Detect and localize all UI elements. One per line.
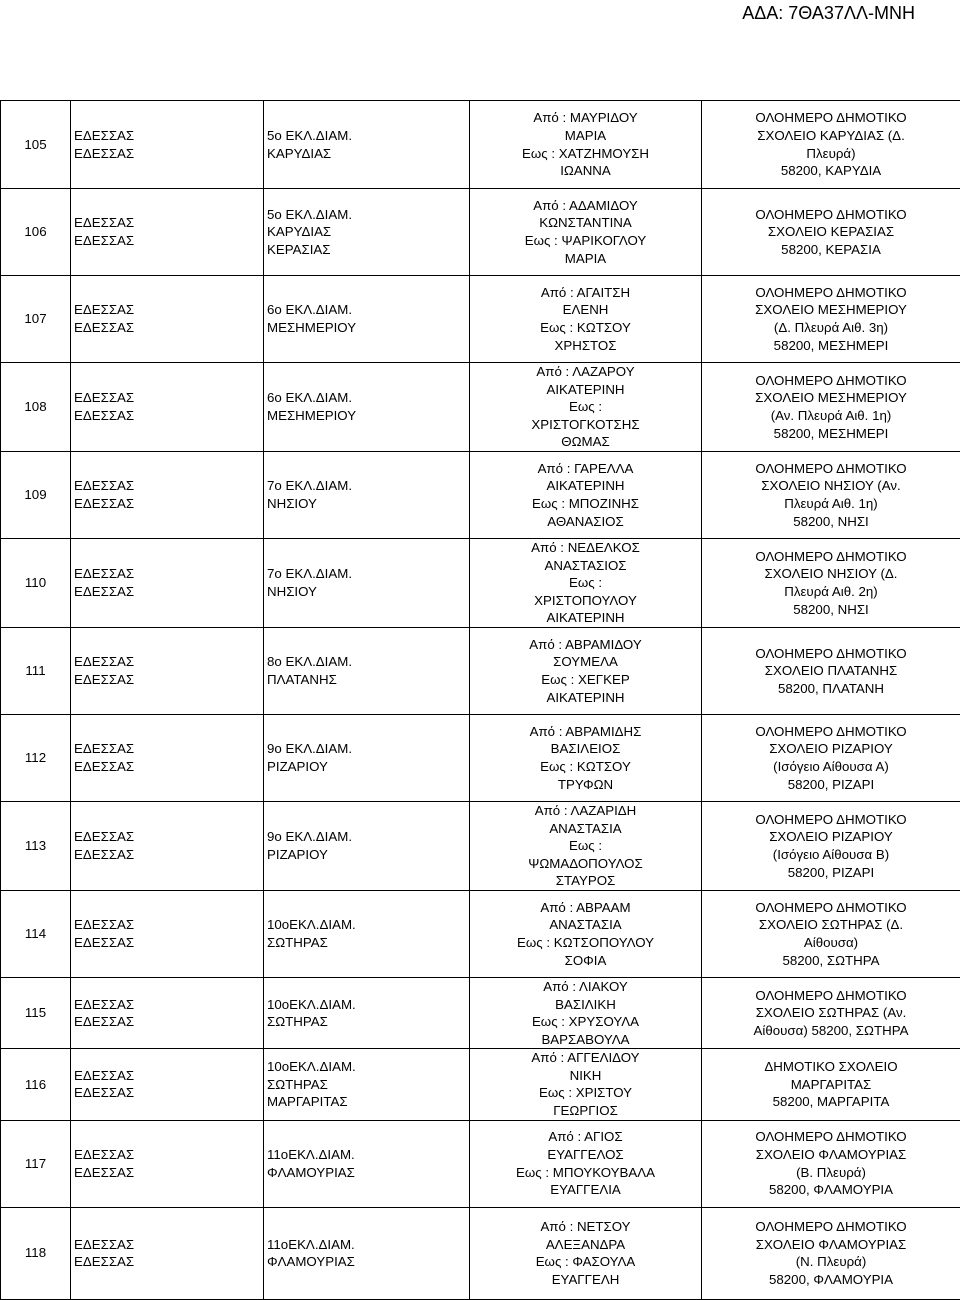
school-address-line: Πλευρά Αιθ. 1η) xyxy=(705,495,957,513)
municipality-cell xyxy=(71,451,264,538)
school-address-cell xyxy=(702,890,960,977)
name-range-line: ΚΩΝΣΤΑΝΤΙΝΑ xyxy=(473,214,698,232)
name-range-line: ΨΩΜΑΔΟΠΟΥΛΟΣ xyxy=(473,855,698,873)
name-range-line: ΑΝΑΣΤΑΣΙΑ xyxy=(473,916,698,934)
electoral-unit-line: 9ο ΕΚΛ.ΔΙΑΜ. xyxy=(267,740,466,758)
name-range-line: Εως : ΨΑΡΙΚΟΓΛΟΥ xyxy=(473,232,698,250)
electoral-unit-line: ΜΕΣΗΜΕΡΙΟΥ xyxy=(267,319,466,337)
electoral-unit-line: 6ο ΕΚΛ.ΔΙΑΜ. xyxy=(267,301,466,319)
row-number: 114 xyxy=(1,890,71,977)
table-row xyxy=(1,538,960,627)
school-address-line: Πλευρά) xyxy=(705,145,957,163)
name-range-cell xyxy=(470,1120,702,1207)
ada-header: ΑΔΑ: 7ΘΑ37ΛΛ-ΜΝΗ xyxy=(742,2,915,24)
school-address-line: Πλευρά Αιθ. 2η) xyxy=(705,583,957,601)
electoral-unit-line: ΡΙΖΑΡΙΟΥ xyxy=(267,758,466,776)
electoral-unit-line: ΚΑΡΥΔΙΑΣ xyxy=(267,145,466,163)
school-address-line: ΟΛΟΗΜΕΡΟ ΔΗΜΟΤΙΚΟ xyxy=(705,372,957,390)
school-address-line: 58200, ΦΛΑΜΟΥΡΙΑ xyxy=(705,1271,957,1289)
school-address-cell xyxy=(702,451,960,538)
school-address-line: (Ισόγειο Αίθουσα Β) xyxy=(705,846,957,864)
table-body xyxy=(1,101,960,1300)
electoral-unit-line: ΝΗΣΙΟΥ xyxy=(267,583,466,601)
school-address-cell xyxy=(702,714,960,801)
school-address-line: (Ν. Πλευρά) xyxy=(705,1253,957,1271)
school-address-line: ΟΛΟΗΜΕΡΟ ΔΗΜΟΤΙΚΟ xyxy=(705,987,957,1005)
school-address-cell xyxy=(702,538,960,627)
school-address-line: ΟΛΟΗΜΕΡΟ ΔΗΜΟΤΙΚΟ xyxy=(705,109,957,127)
name-range-line: Από : ΛΑΖΑΡΟΥ xyxy=(473,363,698,381)
name-range-line: ΧΡΙΣΤΟΠΟΥΛΟΥ xyxy=(473,592,698,610)
electoral-unit-cell xyxy=(264,890,470,977)
electoral-unit-cell xyxy=(264,1207,470,1299)
municipality-line: ΕΔΕΣΣΑΣ xyxy=(74,671,260,689)
electoral-unit-line: ΣΩΤΗΡΑΣ xyxy=(267,1013,466,1031)
school-address-line: (Ισόγειο Αίθουσα Α) xyxy=(705,758,957,776)
municipality-cell xyxy=(71,538,264,627)
name-range-line: Εως : ΦΑΣΟΥΛΑ xyxy=(473,1253,698,1271)
municipality-cell xyxy=(71,101,264,189)
row-number: 117 xyxy=(1,1120,71,1207)
name-range-cell xyxy=(470,890,702,977)
school-address-line: ΣΧΟΛΕΙΟ ΡΙΖΑΡΙΟΥ xyxy=(705,828,957,846)
name-range-cell xyxy=(470,714,702,801)
school-address-line: ΣΧΟΛΕΙΟ ΣΩΤΗΡΑΣ (Αν. xyxy=(705,1004,957,1022)
municipality-line: ΕΔΕΣΣΑΣ xyxy=(74,996,260,1014)
school-address-cell xyxy=(702,276,960,363)
electoral-unit-line: 10οΕΚΛ.ΔΙΑΜ. xyxy=(267,1058,466,1076)
electoral-unit-line: 10οΕΚΛ.ΔΙΑΜ. xyxy=(267,916,466,934)
municipality-line: ΕΔΕΣΣΑΣ xyxy=(74,828,260,846)
school-address-line: ΣΧΟΛΕΙΟ ΦΛΑΜΟΥΡΙΑΣ xyxy=(705,1146,957,1164)
name-range-line: Εως : ΜΠΟΥΚΟΥΒΑΛΑ xyxy=(473,1164,698,1182)
municipality-line: ΕΔΕΣΣΑΣ xyxy=(74,1084,260,1102)
school-address-line: (Αν. Πλευρά Αιθ. 1η) xyxy=(705,407,957,425)
school-address-cell xyxy=(702,627,960,714)
table-row xyxy=(1,101,960,189)
school-address-line: 58200, ΜΑΡΓΑΡΙΤΑ xyxy=(705,1093,957,1111)
electoral-unit-line: ΝΗΣΙΟΥ xyxy=(267,495,466,513)
table-row xyxy=(1,977,960,1048)
school-address-line: ΟΛΟΗΜΕΡΟ ΔΗΜΟΤΙΚΟ xyxy=(705,811,957,829)
school-address-line: Αίθουσα) xyxy=(705,934,957,952)
name-range-line: ΕΥΑΓΓΕΛΟΣ xyxy=(473,1146,698,1164)
school-address-line: 58200, ΝΗΣΙ xyxy=(705,601,957,619)
table-row xyxy=(1,1120,960,1207)
electoral-unit-line: 11οΕΚΛ.ΔΙΑΜ. xyxy=(267,1146,466,1164)
school-address-line: (Β. Πλευρά) xyxy=(705,1164,957,1182)
table-row xyxy=(1,189,960,276)
electoral-unit-cell xyxy=(264,451,470,538)
school-address-line: ΣΧΟΛΕΙΟ ΡΙΖΑΡΙΟΥ xyxy=(705,740,957,758)
school-address-line: 58200, ΦΛΑΜΟΥΡΙΑ xyxy=(705,1181,957,1199)
name-range-line: ΜΑΡΙΑ xyxy=(473,250,698,268)
municipality-line: ΕΔΕΣΣΑΣ xyxy=(74,389,260,407)
school-address-line: ΣΧΟΛΕΙΟ ΣΩΤΗΡΑΣ (Δ. xyxy=(705,916,957,934)
municipality-line: ΕΔΕΣΣΑΣ xyxy=(74,477,260,495)
school-address-line: ΟΛΟΗΜΕΡΟ ΔΗΜΟΤΙΚΟ xyxy=(705,645,957,663)
name-range-line: Εως : ΚΩΤΣΟΥ xyxy=(473,319,698,337)
municipality-line: ΕΔΕΣΣΑΣ xyxy=(74,934,260,952)
municipality-cell xyxy=(71,801,264,890)
school-address-cell xyxy=(702,1049,960,1120)
school-address-line: 58200, ΠΛΑΤΑΝΗ xyxy=(705,680,957,698)
name-range-line: ΧΡΙΣΤΟΓΚΟΤΣΗΣ xyxy=(473,416,698,434)
school-address-line: ΟΛΟΗΜΕΡΟ ΔΗΜΟΤΙΚΟ xyxy=(705,206,957,224)
electoral-unit-line: ΣΩΤΗΡΑΣ xyxy=(267,934,466,952)
row-number: 113 xyxy=(1,801,71,890)
school-address-line: ΟΛΟΗΜΕΡΟ ΔΗΜΟΤΙΚΟ xyxy=(705,548,957,566)
name-range-line: Εως : ΧΕΓΚΕΡ xyxy=(473,671,698,689)
municipality-cell xyxy=(71,363,264,452)
school-address-line: (Δ. Πλευρά Αιθ. 3η) xyxy=(705,319,957,337)
name-range-cell xyxy=(470,801,702,890)
electoral-unit-cell xyxy=(264,1049,470,1120)
name-range-line: Εως : ΚΩΤΣΟΠΟΥΛΟΥ xyxy=(473,934,698,952)
electoral-unit-line: ΚΕΡΑΣΙΑΣ xyxy=(267,241,466,259)
municipality-line: ΕΔΕΣΣΑΣ xyxy=(74,916,260,934)
school-address-cell xyxy=(702,977,960,1048)
name-range-line: Από : ΑΓΓΕΛΙΔΟΥ xyxy=(473,1049,698,1067)
municipality-cell xyxy=(71,890,264,977)
municipality-line: ΕΔΕΣΣΑΣ xyxy=(74,495,260,513)
municipality-line: ΕΔΕΣΣΑΣ xyxy=(74,1146,260,1164)
table-row xyxy=(1,801,960,890)
name-range-line: Εως : xyxy=(473,398,698,416)
table-row xyxy=(1,890,960,977)
row-number: 107 xyxy=(1,276,71,363)
electoral-unit-line: ΠΛΑΤΑΝΗΣ xyxy=(267,671,466,689)
municipality-cell xyxy=(71,276,264,363)
name-range-cell xyxy=(470,1207,702,1299)
name-range-line: ΑΙΚΑΤΕΡΙΝΗ xyxy=(473,381,698,399)
name-range-line: ΤΡΥΦΩΝ xyxy=(473,776,698,794)
school-address-line: 58200, ΝΗΣΙ xyxy=(705,513,957,531)
electoral-unit-cell xyxy=(264,538,470,627)
name-range-line: Από : ΑΒΡΑΑΜ xyxy=(473,899,698,917)
school-address-cell xyxy=(702,1207,960,1299)
electoral-unit-line: ΜΑΡΓΑΡΙΤΑΣ xyxy=(267,1093,466,1111)
electoral-unit-cell xyxy=(264,189,470,276)
municipality-cell xyxy=(71,1207,264,1299)
municipality-line: ΕΔΕΣΣΑΣ xyxy=(74,319,260,337)
municipality-line: ΕΔΕΣΣΑΣ xyxy=(74,214,260,232)
municipality-line: ΕΔΕΣΣΑΣ xyxy=(74,1013,260,1031)
school-address-line: 58200, ΡΙΖΑΡΙ xyxy=(705,864,957,882)
name-range-cell xyxy=(470,101,702,189)
row-number: 116 xyxy=(1,1049,71,1120)
name-range-line: ΒΑΡΣΑΒΟΥΛΑ xyxy=(473,1031,698,1049)
electoral-unit-line: 7ο ΕΚΛ.ΔΙΑΜ. xyxy=(267,477,466,495)
table-row xyxy=(1,627,960,714)
municipality-line: ΕΔΕΣΣΑΣ xyxy=(74,127,260,145)
school-address-line: ΣΧΟΛΕΙΟ ΠΛΑΤΑΝΗΣ xyxy=(705,662,957,680)
name-range-line: ΒΑΣΙΛΙΚΗ xyxy=(473,996,698,1014)
school-address-line: ΟΛΟΗΜΕΡΟ ΔΗΜΟΤΙΚΟ xyxy=(705,1128,957,1146)
name-range-line: Από : ΝΕΔΕΛΚΟΣ xyxy=(473,539,698,557)
municipality-cell xyxy=(71,189,264,276)
electoral-unit-cell xyxy=(264,627,470,714)
name-range-cell xyxy=(470,189,702,276)
name-range-cell xyxy=(470,363,702,452)
school-address-line: 58200, ΚΑΡΥΔΙΑ xyxy=(705,162,957,180)
school-address-line: ΟΛΟΗΜΕΡΟ ΔΗΜΟΤΙΚΟ xyxy=(705,1218,957,1236)
municipality-line: ΕΔΕΣΣΑΣ xyxy=(74,583,260,601)
school-address-line: ΣΧΟΛΕΙΟ ΦΛΑΜΟΥΡΙΑΣ xyxy=(705,1236,957,1254)
municipality-line: ΕΔΕΣΣΑΣ xyxy=(74,1236,260,1254)
municipality-line: ΕΔΕΣΣΑΣ xyxy=(74,1253,260,1271)
municipality-line: ΕΔΕΣΣΑΣ xyxy=(74,758,260,776)
electoral-unit-cell xyxy=(264,363,470,452)
school-address-line: Αίθουσα) 58200, ΣΩΤΗΡΑ xyxy=(705,1022,957,1040)
name-range-line: Από : ΓΑΡΕΛΛΑ xyxy=(473,460,698,478)
school-address-line: ΣΧΟΛΕΙΟ ΚΑΡΥΔΙΑΣ (Δ. xyxy=(705,127,957,145)
name-range-line: ΑΝΑΣΤΑΣΙΟΣ xyxy=(473,557,698,575)
name-range-line: Εως : ΜΠΟΖΙΝΗΣ xyxy=(473,495,698,513)
name-range-line: Από : ΑΓΙΟΣ xyxy=(473,1128,698,1146)
school-address-line: ΟΛΟΗΜΕΡΟ ΔΗΜΟΤΙΚΟ xyxy=(705,723,957,741)
school-address-line: 58200, ΚΕΡΑΣΙΑ xyxy=(705,241,957,259)
electoral-unit-line: ΡΙΖΑΡΙΟΥ xyxy=(267,846,466,864)
electoral-unit-line: 8ο ΕΚΛ.ΔΙΑΜ. xyxy=(267,653,466,671)
row-number: 108 xyxy=(1,363,71,452)
row-number: 105 xyxy=(1,101,71,189)
electoral-unit-line: 9ο ΕΚΛ.ΔΙΑΜ. xyxy=(267,828,466,846)
name-range-line: Από : ΝΕΤΣΟΥ xyxy=(473,1218,698,1236)
name-range-line: ΒΑΣΙΛΕΙΟΣ xyxy=(473,740,698,758)
table-row xyxy=(1,1049,960,1120)
municipality-line: ΕΔΕΣΣΑΣ xyxy=(74,1164,260,1182)
municipality-cell xyxy=(71,1120,264,1207)
electoral-unit-line: 11οΕΚΛ.ΔΙΑΜ. xyxy=(267,1236,466,1254)
school-address-cell xyxy=(702,363,960,452)
municipality-line: ΕΔΕΣΣΑΣ xyxy=(74,145,260,163)
name-range-line: ΣΤΑΥΡΟΣ xyxy=(473,872,698,890)
electoral-unit-line: 7ο ΕΚΛ.ΔΙΑΜ. xyxy=(267,565,466,583)
name-range-line: ΧΡΗΣΤΟΣ xyxy=(473,337,698,355)
name-range-line: ΕΛΕΝΗ xyxy=(473,301,698,319)
school-address-line: 58200, ΡΙΖΑΡΙ xyxy=(705,776,957,794)
municipality-line: ΕΔΕΣΣΑΣ xyxy=(74,565,260,583)
name-range-line: ΝΙΚΗ xyxy=(473,1067,698,1085)
name-range-line: ΓΕΩΡΓΙΟΣ xyxy=(473,1102,698,1120)
name-range-cell xyxy=(470,977,702,1048)
municipality-cell xyxy=(71,714,264,801)
name-range-cell xyxy=(470,451,702,538)
electoral-unit-cell xyxy=(264,1120,470,1207)
name-range-line: ΘΩΜΑΣ xyxy=(473,433,698,451)
electoral-unit-line: 6ο ΕΚΛ.ΔΙΑΜ. xyxy=(267,389,466,407)
table-row xyxy=(1,1207,960,1299)
name-range-line: ΕΥΑΓΓΕΛΗ xyxy=(473,1271,698,1289)
school-address-line: ΟΛΟΗΜΕΡΟ ΔΗΜΟΤΙΚΟ xyxy=(705,284,957,302)
name-range-line: Εως : ΚΩΤΣΟΥ xyxy=(473,758,698,776)
electoral-unit-line: 10οΕΚΛ.ΔΙΑΜ. xyxy=(267,996,466,1014)
name-range-line: ΣΟΥΜΕΛΑ xyxy=(473,653,698,671)
name-range-line: Εως : xyxy=(473,574,698,592)
name-range-line: Από : ΑΒΡΑΜΙΔΗΣ xyxy=(473,723,698,741)
polling-stations-table xyxy=(0,100,960,1300)
school-address-line: 58200, ΣΩΤΗΡΑ xyxy=(705,952,957,970)
name-range-line: Από : ΑΓΑΙΤΣΗ xyxy=(473,284,698,302)
name-range-line: Από : ΛΑΖΑΡΙΔΗ xyxy=(473,802,698,820)
table-row xyxy=(1,451,960,538)
table-row xyxy=(1,363,960,452)
electoral-unit-cell xyxy=(264,714,470,801)
name-range-line: ΜΑΡΙΑ xyxy=(473,127,698,145)
electoral-unit-cell xyxy=(264,801,470,890)
school-address-line: ΜΑΡΓΑΡΙΤΑΣ xyxy=(705,1076,957,1094)
name-range-cell xyxy=(470,538,702,627)
name-range-line: Εως : ΧΡΥΣΟΥΛΑ xyxy=(473,1013,698,1031)
row-number: 112 xyxy=(1,714,71,801)
municipality-cell xyxy=(71,977,264,1048)
municipality-line: ΕΔΕΣΣΑΣ xyxy=(74,846,260,864)
municipality-line: ΕΔΕΣΣΑΣ xyxy=(74,301,260,319)
municipality-line: ΕΔΕΣΣΑΣ xyxy=(74,1067,260,1085)
name-range-line: Από : ΜΑΥΡΙΔΟΥ xyxy=(473,109,698,127)
school-address-line: ΣΧΟΛΕΙΟ ΝΗΣΙΟΥ (Δ. xyxy=(705,565,957,583)
row-number: 106 xyxy=(1,189,71,276)
name-range-cell xyxy=(470,276,702,363)
school-address-line: ΣΧΟΛΕΙΟ ΚΕΡΑΣΙΑΣ xyxy=(705,223,957,241)
row-number: 118 xyxy=(1,1207,71,1299)
row-number: 115 xyxy=(1,977,71,1048)
municipality-line: ΕΔΕΣΣΑΣ xyxy=(74,407,260,425)
school-address-line: ΔΗΜΟΤΙΚΟ ΣΧΟΛΕΙΟ xyxy=(705,1058,957,1076)
school-address-line: 58200, ΜΕΣΗΜΕΡΙ xyxy=(705,337,957,355)
electoral-unit-cell xyxy=(264,101,470,189)
municipality-line: ΕΔΕΣΣΑΣ xyxy=(74,653,260,671)
name-range-line: ΑΛΕΞΑΝΔΡΑ xyxy=(473,1236,698,1254)
electoral-unit-cell xyxy=(264,276,470,363)
name-range-line: ΑΙΚΑΤΕΡΙΝΗ xyxy=(473,477,698,495)
name-range-line: Εως : xyxy=(473,837,698,855)
school-address-line: ΟΛΟΗΜΕΡΟ ΔΗΜΟΤΙΚΟ xyxy=(705,899,957,917)
name-range-cell xyxy=(470,627,702,714)
school-address-cell xyxy=(702,1120,960,1207)
school-address-line: ΣΧΟΛΕΙΟ ΝΗΣΙΟΥ (Αν. xyxy=(705,477,957,495)
electoral-unit-line: ΦΛΑΜΟΥΡΙΑΣ xyxy=(267,1253,466,1271)
name-range-line: ΙΩΑΝΝΑ xyxy=(473,162,698,180)
school-address-cell xyxy=(702,101,960,189)
name-range-line: Από : ΑΔΑΜΙΔΟΥ xyxy=(473,197,698,215)
school-address-line: ΣΧΟΛΕΙΟ ΜΕΣΗΜΕΡΙΟΥ xyxy=(705,301,957,319)
municipality-cell xyxy=(71,627,264,714)
electoral-unit-line: 5ο ΕΚΛ.ΔΙΑΜ. xyxy=(267,127,466,145)
name-range-line: Από : ΑΒΡΑΜΙΔΟΥ xyxy=(473,636,698,654)
name-range-line: Εως : ΧΡΙΣΤΟΥ xyxy=(473,1084,698,1102)
name-range-line: ΕΥΑΓΓΕΛΙΑ xyxy=(473,1181,698,1199)
name-range-line: ΑΙΚΑΤΕΡΙΝΗ xyxy=(473,689,698,707)
electoral-unit-line: ΜΕΣΗΜΕΡΙΟΥ xyxy=(267,407,466,425)
name-range-line: ΑΝΑΣΤΑΣΙΑ xyxy=(473,820,698,838)
municipality-line: ΕΔΕΣΣΑΣ xyxy=(74,740,260,758)
electoral-unit-line: ΣΩΤΗΡΑΣ xyxy=(267,1076,466,1094)
table-row xyxy=(1,276,960,363)
row-number: 111 xyxy=(1,627,71,714)
electoral-unit-line: ΦΛΑΜΟΥΡΙΑΣ xyxy=(267,1164,466,1182)
table-row xyxy=(1,714,960,801)
school-address-cell xyxy=(702,801,960,890)
school-address-line: 58200, ΜΕΣΗΜΕΡΙ xyxy=(705,425,957,443)
name-range-line: ΑΘΑΝΑΣΙΟΣ xyxy=(473,513,698,531)
municipality-line: ΕΔΕΣΣΑΣ xyxy=(74,232,260,250)
name-range-cell xyxy=(470,1049,702,1120)
electoral-unit-cell xyxy=(264,977,470,1048)
name-range-line: Από : ΛΙΑΚΟΥ xyxy=(473,978,698,996)
name-range-line: Εως : ΧΑΤΖΗΜΟΥΣΗ xyxy=(473,145,698,163)
school-address-line: ΟΛΟΗΜΕΡΟ ΔΗΜΟΤΙΚΟ xyxy=(705,460,957,478)
row-number: 110 xyxy=(1,538,71,627)
municipality-cell xyxy=(71,1049,264,1120)
name-range-line: ΑΙΚΑΤΕΡΙΝΗ xyxy=(473,609,698,627)
row-number: 109 xyxy=(1,451,71,538)
electoral-unit-line: ΚΑΡΥΔΙΑΣ xyxy=(267,223,466,241)
name-range-line: ΣΟΦΙΑ xyxy=(473,952,698,970)
school-address-line: ΣΧΟΛΕΙΟ ΜΕΣΗΜΕΡΙΟΥ xyxy=(705,389,957,407)
electoral-unit-line: 5ο ΕΚΛ.ΔΙΑΜ. xyxy=(267,206,466,224)
school-address-cell xyxy=(702,189,960,276)
